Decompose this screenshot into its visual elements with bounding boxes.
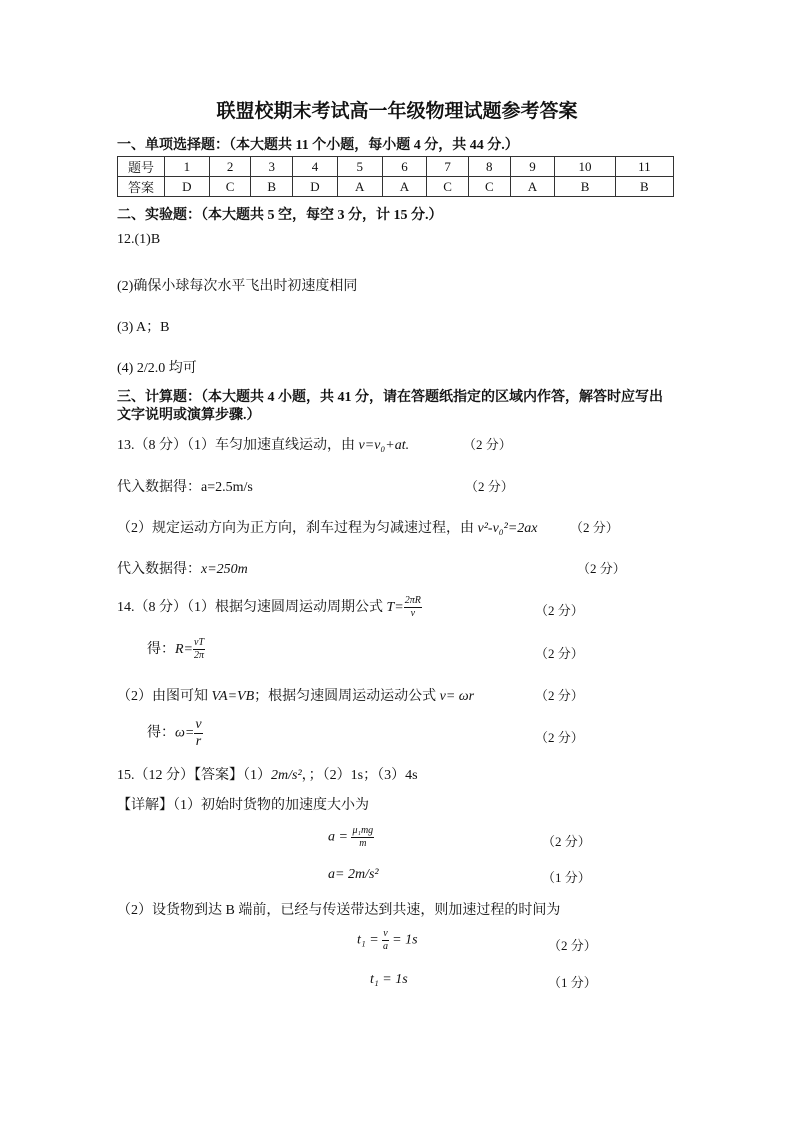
q15-eq1: a = $\frac{\text{μ₁mg}}{m}$ (328, 825, 374, 849)
table-row (118, 177, 674, 197)
q13-line3: （2）规定运动方向为正方向，刹车过程为匀减速过程，由 v²-v₀²=2ax (117, 521, 538, 536)
q14-line4: 得：ω= $\frac{v}{r}$ (147, 717, 202, 749)
table-cell: 11 (615, 157, 673, 177)
table-cell: 8 (468, 157, 510, 177)
formula: a=2.5m/s (201, 480, 253, 495)
q13-line4: 代入数据得：x=250m (117, 562, 248, 577)
q15-eq3: t₁ = $\frac{v}{a}$ = 1s (357, 928, 418, 952)
table-cell: B (615, 177, 673, 197)
table-cell: C (427, 177, 469, 197)
q13-line2: 代入数据得：a=2.5m/s (117, 480, 253, 495)
q15-line2: 【详解】（1）初始时货物的加速度大小为 (117, 798, 369, 813)
formula: v= ωr (439, 689, 475, 704)
table-cell: B (555, 177, 615, 197)
table-row (118, 157, 674, 177)
table-cell: 1 (165, 157, 210, 177)
q12-part3: (3) A；B (117, 320, 170, 335)
q13-line1: 13.（8 分）（1）车匀加速直线运动，由 v=v₀+at. (117, 438, 410, 453)
q14-line1: 14.（8 分）（1）根据匀速圆周运动周期公式 T= $\frac{2\pi R}{v}$ (117, 595, 421, 620)
table-cell: 4 (293, 157, 338, 177)
q15-line3: （2）设货物到达 B 端前，已经与传送带达到共速，则加速过程的时间为 (117, 903, 561, 918)
table-cell: 6 (382, 157, 427, 177)
formula: v²-v₀²=2ax (477, 521, 538, 536)
q15-eq2: a= 2m/s² (328, 867, 379, 882)
section3-heading-line1: 三、计算题：（本大题共 4 小题，共 41 分，请在答题纸指定的区域内作答，解答时应写出 (117, 390, 663, 405)
table-cell: 10 (555, 157, 615, 177)
table-row-label: 答案 (118, 177, 165, 197)
q12-part1: 12.(1)B (117, 232, 161, 247)
formula: VA=VB (211, 689, 255, 704)
q12-part4: (4) 2/2.0 均可 (117, 361, 197, 376)
table-cell: 5 (337, 157, 382, 177)
answer-table (117, 156, 674, 197)
table-cell: C (209, 177, 251, 197)
score-mark: （2 分） (535, 646, 584, 661)
fraction: $\frac{vT}{2\pi}$ (193, 637, 204, 662)
score-mark: （2 分） (535, 603, 584, 618)
fraction: $\frac{\text{μ₁mg}}{m}$ (352, 825, 374, 849)
score-mark: （1 分） (548, 975, 597, 990)
table-cell: A (382, 177, 427, 197)
section2-heading: 二、实验题：（本大题共 5 空，每空 3 分，计 15 分.） (117, 208, 443, 223)
score-mark: （2 分） (577, 561, 626, 576)
table-row-label: 题号 (118, 157, 165, 177)
table-cell: D (293, 177, 338, 197)
section3-heading-line2: 文字说明或演算步骤.） (117, 408, 261, 423)
q12-part2: (2)确保小球每次水平飞出时初速度相同 (117, 279, 358, 294)
fraction: $\frac{v}{a}$ (382, 928, 388, 952)
table-cell: 2 (209, 157, 251, 177)
fraction: $\frac{2\pi R}{v}$ (404, 595, 421, 620)
table-cell: 7 (427, 157, 469, 177)
score-mark: （2 分） (548, 938, 597, 953)
score-mark: （1 分） (542, 870, 591, 885)
q15-line1: 15.（12 分）【答案】（1）2m/s²，；（2）1s；（3）4s (117, 768, 418, 783)
q15-eq4: t₁ = 1s (370, 972, 408, 987)
q14-line2: 得：R= $\frac{vT}{2\pi}$ (147, 637, 204, 662)
formula: v=v₀+at. (358, 438, 410, 453)
score-mark: （2 分） (465, 479, 514, 494)
q14-line3: （2）由图可知 VA=VB；根据匀速圆周运动运动公式 v= ωr (117, 689, 475, 704)
table-cell: 9 (510, 157, 555, 177)
score-mark: （2 分） (535, 688, 584, 703)
score-mark: （2 分） (535, 730, 584, 745)
table-cell: D (165, 177, 210, 197)
score-mark: （2 分） (463, 437, 512, 452)
table-cell: A (337, 177, 382, 197)
score-mark: （2 分） (542, 834, 591, 849)
score-mark: （2 分） (570, 520, 619, 535)
table-cell: 3 (251, 157, 293, 177)
table-cell: A (510, 177, 555, 197)
table-cell: B (251, 177, 293, 197)
formula: 2m/s² (271, 768, 302, 783)
page-title: 联盟校期末考试高一年级物理试题参考答案 (216, 101, 578, 122)
fraction: $\frac{v}{r}$ (195, 717, 202, 749)
section1-heading: 一、单项选择题：（本大题共 11 个小题，每小题 4 分，共 44 分.） (117, 138, 519, 153)
table-cell: C (468, 177, 510, 197)
formula: x=250m (201, 562, 248, 577)
